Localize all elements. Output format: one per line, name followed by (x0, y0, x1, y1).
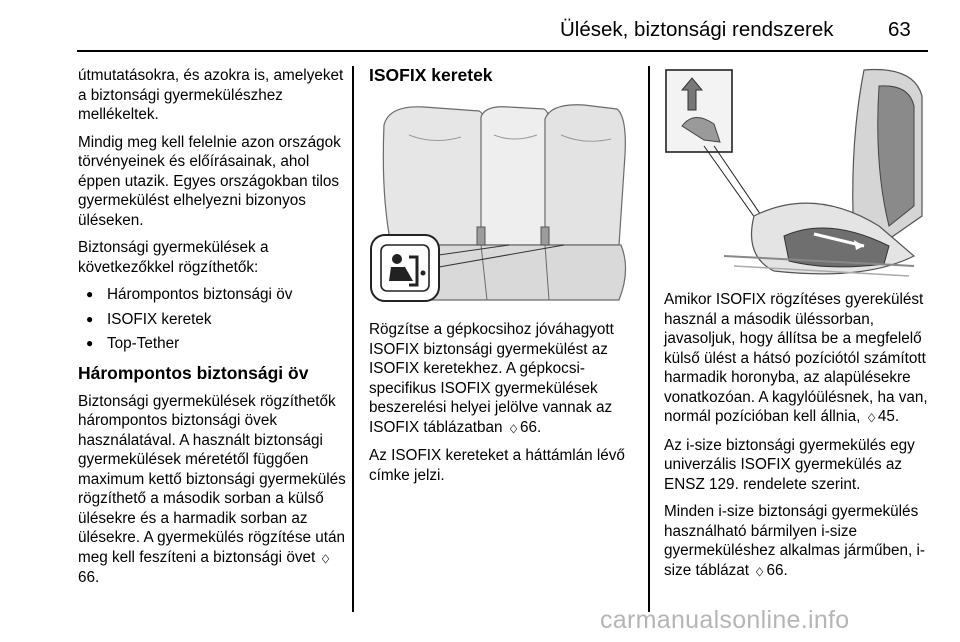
column-2 (369, 64, 641, 92)
list-item: ● Top-Tether (78, 334, 346, 354)
page-ref-icon: ◇ (756, 563, 764, 578)
paragraph-isize-usage: Minden i-size biztonsági gyermekülés használható bármilyen i-size gyermeküléshez alkalmas járműben, i-size táblázat ◇ 66. (664, 502, 930, 581)
running-header-title: Ülések, biztonsági rendszerek (560, 18, 834, 41)
rear-seats-figure (369, 95, 633, 307)
paragraph-second-row: Amikor ISOFIX rögzítéses gyerekülést használ a második üléssorban, javasoljuk, hogy állítsa be a megfelelő külső ülést a hátsó pozíciótól számított harmadik horonyba, az alapülésekre vonatkozóan. A kagylóülésnek, ha van, normál pozícióban kell állnia, ◇ 45. (664, 290, 930, 428)
paragraph-isize-universal: Az i-size biztonsági gyermekülés egy univerzális ISOFIX gyermekülés az ENSZ 129. rendelete szerint. (664, 436, 915, 493)
column-1 (78, 66, 346, 596)
paragraph-isofix-fix: Rögzítse a gépkocsihoz jóváhagyott ISOFIX biztonsági gyermekülést az ISOFIX keretekhez. A gépkocsi-specifikus ISOFIX gyermekülések beszerelési helyei jelölve vannak az ISOFIX táblázatban ◇ 66. (369, 320, 641, 438)
watermark: carmanualsonline.info (600, 606, 850, 634)
page-ref-icon: ◇ (322, 550, 330, 565)
section-heading-isofix: ISOFIX keretek (369, 65, 493, 85)
page-ref-icon: ◇ (509, 420, 518, 435)
column-divider-1 (352, 66, 354, 612)
paragraph-three-point: Biztonsági gyermekülések rögzíthetők hárompontos biztonsági övek használatával. A használt biztonsági gyermekülések méretétől függően maximum kettő biztonsági gyermekülés rögzíthető a második sorban a külső ülésekre és a harmadik sorban az ülésekre. A gyermekülés rögzítése után meg kell feszíteni a biztonsági övet ◇66. (78, 392, 346, 586)
page-ref-link[interactable]: 66. (78, 569, 100, 586)
paragraph-laws: Mindig meg kell felelnie azon országok törvényeinek és előírásainak, ahol éppen utazik. Egyes országokban tilos gyermekülést elhelyezni bizonyos üléseken. (78, 133, 341, 229)
seat-adjust-figure (664, 66, 928, 278)
page-ref-link[interactable]: 45. (877, 408, 900, 425)
paragraph-attach: Biztonsági gyermekülések a következőkkel rögzíthetők: (78, 239, 269, 276)
page-ref-icon: ◇ (867, 410, 875, 424)
page-number: 63 (888, 18, 911, 41)
isofix-seats-illustration (369, 95, 633, 307)
list-item: ● Hárompontos biztonsági öv (78, 285, 346, 305)
paragraph-intro: útmutatásokra, és azokra is, amelyeket a biztonsági gyermekülészhez mellékeltek. (78, 67, 344, 123)
page-ref-link[interactable]: 66. (766, 561, 788, 579)
page-ref-link[interactable]: 66. (519, 418, 542, 436)
list-item: ● ISOFIX keretek (78, 310, 346, 330)
column-2-text (369, 320, 641, 493)
section-heading-three-point-belt: Hárompontos biztonsági öv (78, 362, 309, 383)
column-divider-2 (648, 66, 650, 612)
header-rule (77, 50, 928, 52)
seat-adjust-illustration (664, 66, 928, 278)
attachment-list (78, 285, 346, 354)
column-3-text (664, 290, 930, 589)
paragraph-isofix-label: Az ISOFIX kereteket a háttámlán lévő címke jelzi. (369, 447, 625, 484)
